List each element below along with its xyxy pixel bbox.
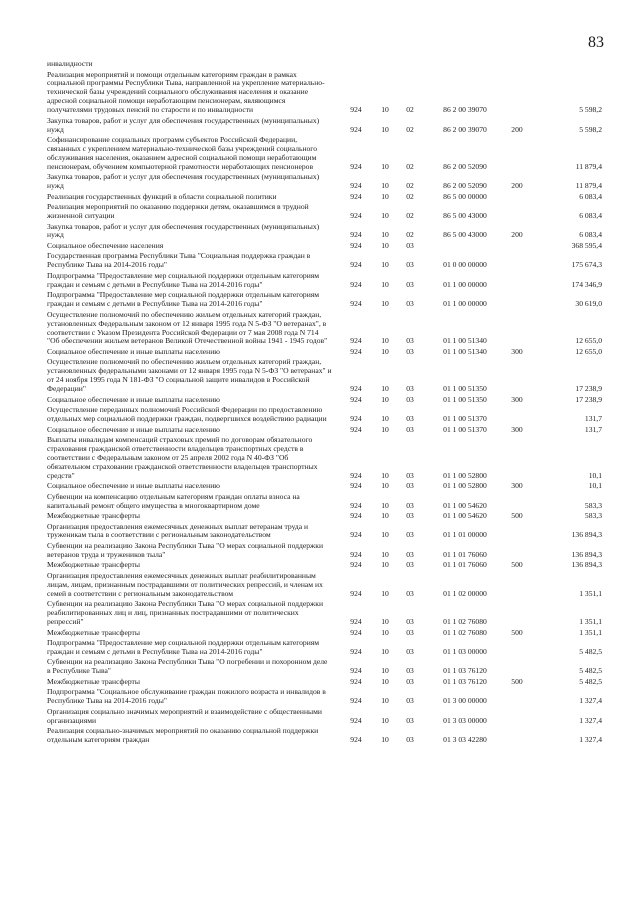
subsection-code: 03 — [406, 627, 414, 637]
section-code: 10 — [381, 230, 389, 240]
amount: 5 482,5 — [579, 676, 602, 686]
department-code: 924 — [350, 105, 362, 115]
department-code: 924 — [350, 211, 362, 221]
table-row — [47, 727, 602, 745]
target-article-code: 01 1 00 51340 — [443, 346, 487, 356]
row-name: Социальное обеспечение и иные выплаты населению — [47, 394, 220, 404]
target-article-code: 01 3 03 42280 — [443, 735, 487, 745]
section-code: 10 — [381, 211, 389, 221]
subsection-code: 03 — [406, 530, 414, 540]
expense-type-code: 500 — [511, 627, 523, 637]
table-row — [47, 252, 602, 270]
department-code: 924 — [350, 676, 362, 686]
department-code: 924 — [350, 588, 362, 598]
amount: 583,3 — [584, 511, 602, 521]
department-code: 924 — [350, 715, 362, 725]
target-article-code: 01 1 03 00000 — [443, 646, 487, 656]
row-name: Подпрограмма "Предоставление мер социальной поддержки отдельным категориям граждан и семьям с детьми в Республике Тыва на 2014-2016 годы" — [47, 270, 320, 289]
table-row — [47, 688, 602, 706]
amount: 11 879,4 — [575, 161, 602, 171]
row-name: Межбюджетные трансферты — [47, 676, 140, 686]
row-name: Государственная программа Республики Тыва "Социальная поддержка граждан в Республике Тыва на 2014-2016 годы" — [47, 251, 311, 270]
target-article-code: 01 1 03 76120 — [443, 676, 487, 686]
department-code: 924 — [350, 346, 362, 356]
table-row — [47, 406, 602, 424]
department-code: 924 — [350, 481, 362, 491]
subsection-code: 03 — [406, 394, 414, 404]
table-row — [47, 600, 602, 627]
section-code: 10 — [381, 299, 389, 309]
department-code: 924 — [350, 279, 362, 289]
amount: 368 595,4 — [571, 240, 602, 250]
subsection-code: 03 — [406, 414, 414, 424]
expense-type-code: 300 — [511, 481, 523, 491]
row-name: Межбюджетные трансферты — [47, 511, 140, 521]
target-article-code: 01 1 00 54620 — [443, 500, 487, 510]
section-code: 10 — [381, 646, 389, 656]
target-article-code: 01 1 03 76120 — [443, 666, 487, 676]
page-number: 83 — [588, 34, 604, 51]
table-row — [47, 358, 602, 394]
target-article-code: 86 5 00 00000 — [443, 191, 487, 201]
subsection-code: 03 — [406, 500, 414, 510]
section-code: 10 — [381, 470, 389, 480]
department-code: 924 — [350, 560, 362, 570]
subsection-code: 02 — [406, 211, 414, 221]
amount: 1 327,4 — [579, 715, 602, 725]
target-article-code: 01 1 00 52800 — [443, 470, 487, 480]
table-row — [47, 708, 602, 726]
section-code: 10 — [381, 384, 389, 394]
table-row — [47, 512, 602, 521]
amount: 5 598,2 — [579, 105, 602, 115]
department-code: 924 — [350, 666, 362, 676]
amount: 5 598,2 — [579, 124, 602, 134]
section-code: 10 — [381, 260, 389, 270]
table-row — [47, 523, 602, 541]
row-name: Подпрограмма "Предоставление мер социальной поддержки отдельным категориям граждан и семьям с детьми в Республике Тыва на 2014-2016 годы" — [47, 638, 320, 656]
table-row — [47, 482, 602, 491]
target-article-code: 01 1 00 00000 — [443, 299, 487, 309]
target-article-code: 86 2 00 39070 — [443, 124, 487, 134]
row-name: Субвенции на компенсацию отдельным категориям граждан оплаты взноса на капитальный ремонт общего имущества в многоквартирном доме — [47, 491, 300, 510]
row-name: Реализация социально-значимых мероприятий по оказанию социальной поддержки отдельным категориям граждан — [47, 726, 319, 745]
row-name: Субвенции на реализацию Закона Республики Тыва "О мерах социальной поддержки реабилитированных лиц и лиц, признанных пострадавшими от политических репрессий" — [47, 599, 324, 626]
department-code: 924 — [350, 617, 362, 626]
target-article-code: 86 2 00 52090 — [443, 161, 487, 171]
subsection-code: 02 — [406, 124, 414, 134]
table-row — [47, 639, 602, 657]
target-article-code: 86 5 00 43000 — [443, 211, 487, 221]
amount: 10,1 — [588, 481, 602, 491]
section-code: 10 — [381, 481, 389, 491]
section-code: 10 — [381, 279, 389, 289]
section-code: 10 — [381, 500, 389, 510]
subsection-code: 03 — [406, 666, 414, 676]
department-code: 924 — [350, 627, 362, 637]
section-code: 10 — [381, 715, 389, 725]
table-row — [47, 223, 602, 241]
target-article-code: 01 0 00 00000 — [443, 260, 487, 270]
amount: 583,3 — [584, 500, 602, 510]
table-row — [47, 60, 602, 69]
target-article-code: 01 1 01 76060 — [443, 560, 487, 570]
subsection-code: 03 — [406, 617, 414, 626]
subsection-code: 03 — [406, 470, 414, 480]
table-row — [47, 629, 602, 638]
department-code: 924 — [350, 549, 362, 559]
department-code: 924 — [350, 530, 362, 540]
department-code: 924 — [350, 336, 362, 346]
section-code: 10 — [381, 735, 389, 745]
budget-table — [47, 60, 602, 747]
row-name: Субвенции на реализацию Закона Республики Тыва "О погребении и похоронном деле в Республике Тыва" — [47, 657, 328, 676]
expense-type-code: 500 — [511, 511, 523, 521]
target-article-code: 01 3 03 00000 — [443, 715, 487, 725]
table-row — [47, 193, 602, 202]
amount: 131,7 — [584, 424, 602, 434]
section-code: 10 — [381, 696, 389, 706]
expense-type-code: 500 — [511, 560, 523, 570]
subsection-code: 03 — [406, 279, 414, 289]
amount: 17 238,9 — [575, 384, 602, 394]
department-code: 924 — [350, 394, 362, 404]
department-code: 924 — [350, 181, 362, 191]
subsection-code: 03 — [406, 424, 414, 434]
table-row — [47, 678, 602, 687]
department-code: 924 — [350, 414, 362, 424]
row-name: Осуществление полномочий по обеспечению жильем отдельных категорий граждан, установленных федеральными законами от 12 января 1995 года N 5-ФЗ "О ветеранах" и от 24 ноября 1995 года N 181-ФЗ "О социальной защите инвалидов в Российской Федерации" — [47, 357, 332, 394]
row-name: Осуществление полномочий по обеспечению жильем отдельных категорий граждан, установленных Федеральным законом от 12 января 1995 года N 5-ФЗ "О ветеранах", в соответствии с Указом Президента Российской Федерации от 7 мая 2008 года N 714 "Об обеспечении жильем ветеранов Великой Отечественной войны 1941 - 1945 годов" — [47, 309, 328, 346]
row-name: Организация предоставления ежемесячных денежных выплат ветеранам труда и труженикам тыла в соответствии с региональным законодательством — [47, 521, 309, 540]
section-code: 10 — [381, 549, 389, 559]
section-code: 10 — [381, 627, 389, 637]
subsection-code: 03 — [406, 511, 414, 521]
row-name: Межбюджетные трансферты — [47, 627, 140, 637]
department-code: 924 — [350, 299, 362, 309]
row-name: Субвенции на реализацию Закона Республики Тыва "О мерах социальной поддержки ветеранов труда и тружеников тыла" — [47, 540, 324, 559]
section-code: 10 — [381, 676, 389, 686]
section-code: 10 — [381, 105, 389, 115]
row-name: инвалидности — [47, 59, 93, 68]
amount: 11 879,4 — [575, 181, 602, 191]
row-name: Реализация мероприятий и помощи отдельным категориям граждан в рамках социальной программы Республики Тыва, направленной на укрепление материально-технической базы учреждений социального обслуживания населения и оказание адресной социальной помощи неработающим пенсионерам, являющимся получателями трудовых пенсий по старости и по инвалидности — [47, 69, 325, 115]
expense-type-code: 200 — [511, 124, 523, 134]
amount: 5 482,5 — [579, 666, 602, 676]
subsection-code: 03 — [406, 384, 414, 394]
amount: 6 083,4 — [579, 191, 602, 201]
section-code: 10 — [381, 161, 389, 171]
department-code: 924 — [350, 470, 362, 480]
section-code: 10 — [381, 588, 389, 598]
amount: 136 894,3 — [571, 549, 602, 559]
target-article-code: 01 1 00 52800 — [443, 481, 487, 491]
table-row — [47, 311, 602, 347]
table-row — [47, 658, 602, 676]
amount: 1 351,1 — [579, 617, 602, 626]
amount: 136 894,3 — [571, 560, 602, 570]
row-name: Организация социально значимых мероприятий и взаимодействие с общественными организациями — [47, 706, 322, 725]
amount: 174 346,9 — [571, 279, 602, 289]
table-row — [47, 542, 602, 560]
expense-type-code: 300 — [511, 394, 523, 404]
target-article-code: 01 1 00 51350 — [443, 394, 487, 404]
row-name: Выплаты инвалидам компенсаций страховых премий по договорам обязательного страхования гражданской ответственности владельцев транспортных средств в соответствии с Федеральным законом от 25 апреля 2002 года N 40-ФЗ "Об обязательном страховании гражданской ответственности владельцев транспортных средств" — [47, 435, 318, 480]
row-name: Закупка товаров, работ и услуг для обеспечения государственных (муниципальных) нужд — [47, 221, 320, 240]
section-code: 10 — [381, 560, 389, 570]
subsection-code: 03 — [406, 299, 414, 309]
subsection-code: 03 — [406, 735, 414, 745]
target-article-code: 86 5 00 43000 — [443, 230, 487, 240]
amount: 17 238,9 — [575, 394, 602, 404]
amount: 1 327,4 — [579, 735, 602, 745]
amount: 10,1 — [588, 470, 602, 480]
department-code: 924 — [350, 646, 362, 656]
subsection-code: 03 — [406, 336, 414, 346]
subsection-code: 03 — [406, 676, 414, 686]
row-name: Межбюджетные трансферты — [47, 560, 140, 570]
table-row — [47, 572, 602, 599]
department-code: 924 — [350, 424, 362, 434]
target-article-code: 01 1 02 76080 — [443, 617, 487, 626]
subsection-code: 02 — [406, 161, 414, 171]
section-code: 10 — [381, 336, 389, 346]
section-code: 10 — [381, 346, 389, 356]
expense-type-code: 200 — [511, 181, 523, 191]
amount: 30 619,0 — [575, 299, 602, 309]
target-article-code: 01 1 00 51370 — [443, 414, 487, 424]
amount: 175 674,3 — [571, 260, 602, 270]
department-code: 924 — [350, 511, 362, 521]
amount: 1 351,1 — [579, 588, 602, 598]
amount: 12 655,0 — [575, 346, 602, 356]
row-name: Подпрограмма "Предоставление мер социальной поддержки отдельным категориям граждан и семьям с детьми в Республике Тыва на 2014-2016 годы" — [47, 290, 320, 309]
section-code: 10 — [381, 240, 389, 250]
subsection-code: 03 — [406, 588, 414, 598]
subsection-code: 03 — [406, 240, 414, 250]
table-row — [47, 426, 602, 435]
row-name: Социальное обеспечение и иные выплаты населению — [47, 346, 220, 356]
target-article-code: 01 3 00 00000 — [443, 696, 487, 706]
section-code: 10 — [381, 617, 389, 626]
subsection-code: 02 — [406, 230, 414, 240]
table-row — [47, 71, 602, 116]
target-article-code: 01 1 00 00000 — [443, 279, 487, 289]
department-code: 924 — [350, 735, 362, 745]
department-code: 924 — [350, 384, 362, 394]
department-code: 924 — [350, 260, 362, 270]
subsection-code: 03 — [406, 481, 414, 491]
table-row — [47, 396, 602, 405]
table-row — [47, 561, 602, 570]
row-name: Реализация государственных функций в области социальной политики — [47, 191, 277, 201]
section-code: 10 — [381, 191, 389, 201]
table-row — [47, 136, 602, 172]
amount: 6 083,4 — [579, 211, 602, 221]
row-name: Осуществление переданных полномочий Российской Федерации по предоставлению отдельных мер социальной поддержки граждан, подвергшихся воздействию радиации — [47, 405, 327, 424]
row-name: Организация предоставления ежемесячных денежных выплат реабилитированным лицам, лицам, признанным пострадавшими от политических репрессий, и членам их семей в соответствии с региональным законодательством — [47, 570, 323, 598]
target-article-code: 01 1 00 51340 — [443, 336, 487, 346]
department-code: 924 — [350, 696, 362, 706]
row-name: Социальное обеспечение населения — [47, 240, 164, 250]
row-name: Подпрограмма "Социальное обслуживание граждан пожилого возраста и инвалидов в Республике Тыва на 2014-2016 годы" — [47, 687, 326, 706]
section-code: 10 — [381, 124, 389, 134]
row-name: Закупка товаров, работ и услуг для обеспечения государственных (муниципальных) нужд — [47, 115, 320, 134]
row-name: Софинансирование социальных программ субъектов Российской Федерации, связанных с укреплением материально-технической базы учреждений социального обслуживания населения, оказанием адресной социальной помощи неработающим пенсионерам, обучением компьютерной грамотности неработающих пенсионеров — [47, 135, 318, 171]
section-code: 10 — [381, 666, 389, 676]
section-code: 10 — [381, 394, 389, 404]
department-code: 924 — [350, 240, 362, 250]
amount: 131,7 — [584, 414, 602, 424]
department-code: 924 — [350, 124, 362, 134]
section-code: 10 — [381, 181, 389, 191]
subsection-code: 03 — [406, 646, 414, 656]
table-row — [47, 203, 602, 221]
amount: 12 655,0 — [575, 336, 602, 346]
subsection-code: 03 — [406, 715, 414, 725]
table-row — [47, 348, 602, 357]
section-code: 10 — [381, 414, 389, 424]
row-name: Закупка товаров, работ и услуг для обеспечения государственных (муниципальных) нужд — [47, 172, 320, 191]
subsection-code: 03 — [406, 696, 414, 706]
table-row — [47, 272, 602, 290]
row-name: Реализация мероприятий по оказанию поддержки детям, оказавшимся в трудной жизненной ситуации — [47, 202, 309, 221]
section-code: 10 — [381, 511, 389, 521]
department-code: 924 — [350, 500, 362, 510]
expense-type-code: 300 — [511, 346, 523, 356]
table-row — [47, 291, 602, 309]
department-code: 924 — [350, 230, 362, 240]
amount: 6 083,4 — [579, 230, 602, 240]
row-name: Социальное обеспечение и иные выплаты населению — [47, 424, 220, 434]
table-row — [47, 493, 602, 511]
target-article-code: 01 1 00 51350 — [443, 384, 487, 394]
row-name: Социальное обеспечение и иные выплаты населению — [47, 481, 220, 491]
subsection-code: 03 — [406, 260, 414, 270]
amount: 5 482,5 — [579, 646, 602, 656]
expense-type-code: 500 — [511, 676, 523, 686]
amount: 1 327,4 — [579, 696, 602, 706]
expense-type-code: 200 — [511, 230, 523, 240]
subsection-code: 03 — [406, 560, 414, 570]
amount: 136 894,3 — [571, 530, 602, 540]
section-code: 10 — [381, 424, 389, 434]
subsection-code: 02 — [406, 181, 414, 191]
target-article-code: 86 2 00 52090 — [443, 181, 487, 191]
target-article-code: 01 1 00 54620 — [443, 511, 487, 521]
target-article-code: 86 2 00 39070 — [443, 105, 487, 115]
target-article-code: 01 1 01 00000 — [443, 530, 487, 540]
expense-type-code: 300 — [511, 424, 523, 434]
department-code: 924 — [350, 161, 362, 171]
subsection-code: 03 — [406, 346, 414, 356]
amount: 1 351,1 — [579, 627, 602, 637]
target-article-code: 01 1 02 76080 — [443, 627, 487, 637]
table-row — [47, 242, 602, 251]
target-article-code: 01 1 01 76060 — [443, 549, 487, 559]
department-code: 924 — [350, 191, 362, 201]
target-article-code: 01 1 00 51370 — [443, 424, 487, 434]
subsection-code: 02 — [406, 191, 414, 201]
section-code: 10 — [381, 530, 389, 540]
table-row — [47, 436, 602, 481]
subsection-code: 02 — [406, 105, 414, 115]
target-article-code: 01 1 02 00000 — [443, 588, 487, 598]
table-row — [47, 117, 602, 135]
table-row — [47, 173, 602, 191]
subsection-code: 03 — [406, 549, 414, 559]
